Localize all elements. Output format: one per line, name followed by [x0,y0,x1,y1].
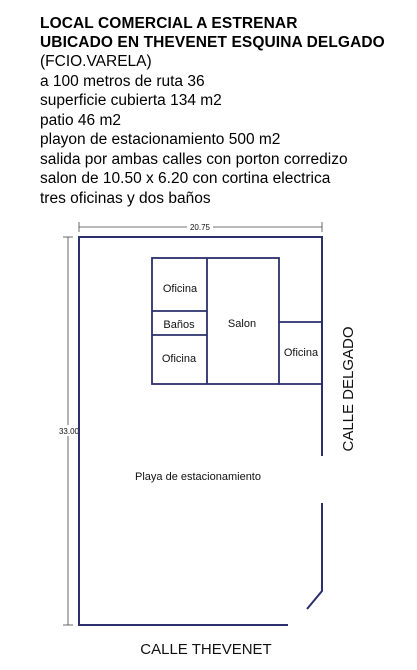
room-oficina-bottom: Oficina [161,353,197,365]
listing-title-line-2: UBICADO EN THEVENET ESQUINA DELGADO [40,34,385,51]
room-salon: Salon [227,318,257,330]
room-oficina-top: Oficina [162,283,198,295]
detail-line-parking-area: playon de estacionamiento 500 m2 [40,131,281,148]
detail-line-patio: patio 46 m2 [40,111,121,129]
depth-dimension-label: 33.00 [58,427,80,436]
detail-line-salon: salon de 10.50 x 6.20 con cortina electrica [40,170,331,187]
detail-line-offices: tres oficinas y dos baños [40,189,211,207]
detail-line-covered-area: superficie cubierta 134 m2 [40,92,222,109]
room-oficina-right: Oficina [283,347,319,359]
lot-perimeter [79,237,322,625]
street-label-delgado: CALLE DELGADO [340,326,357,452]
detail-line-exits: salida por ambas calles con porton corredizo [40,150,348,168]
width-dimension-label: 20.75 [189,223,211,232]
parking-area-label: Playa de estacionamiento [135,471,261,483]
room-banos: Baños [163,319,195,331]
detail-line-distance: a 100 metros de ruta 36 [40,72,205,90]
street-label-thevenet: CALLE THEVENET [140,641,272,658]
detail-line-locality: (FCIO.VARELA) [40,53,152,70]
listing-title-line-1: LOCAL COMERCIAL A ESTRENAR [40,15,298,32]
